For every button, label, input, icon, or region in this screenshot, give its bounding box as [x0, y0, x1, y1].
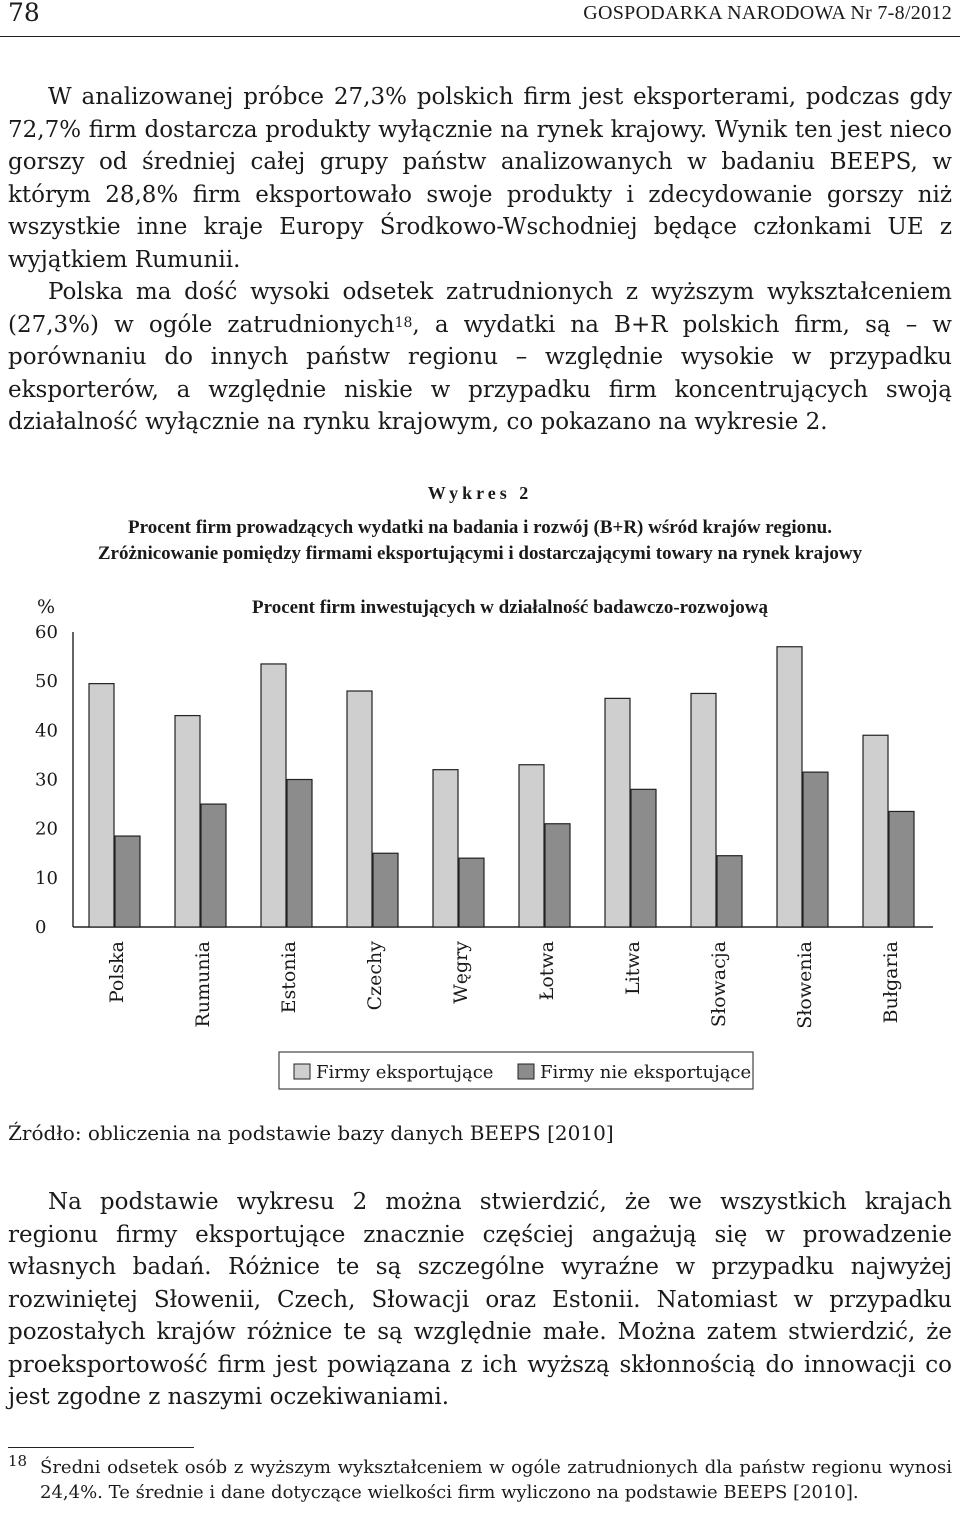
bar [201, 804, 226, 927]
bar [545, 824, 570, 927]
page-number: 78 [8, 0, 40, 27]
y-axis-unit: % [37, 596, 56, 618]
paragraph-1-text: W analizowanej próbce 27,3% polskich firm jest eksporterami, podczas gdy 72,7% firm dostarcza produkty wyłącznie na rynek krajowy. Wynik ten jest nieco gorszy od średniej całej grupy państw analizowanych w badaniu BEEPS, w którym 28,8% firm eksportowało swoje produkty i zdecydowanie gorszy niż wszystkie inne kraje Europy Środkowo-Wschodniej będące członkami UE z wyjątkiem Rumunii. [8, 84, 952, 273]
x-tick-label: Estonia [278, 941, 300, 1014]
bar [459, 858, 484, 927]
y-tick-label: 30 [35, 769, 58, 791]
legend-swatch [518, 1064, 534, 1079]
paragraph-1 [8, 81, 952, 276]
paragraph-2 [8, 276, 952, 439]
footnote-text: Średni odsetek osób z wyższym wykształceniem w ogóle zatrudnionych dla państw regionu wynosi 24,4%. Te średnie i dane dotyczące wielkości firm wyliczono na podstawie BEEPS [2010]. [40, 1457, 952, 1503]
footnote-ref[interactable]: 18 [394, 314, 413, 331]
x-tick-label: Słowenia [794, 941, 816, 1029]
y-tick-label: 20 [35, 818, 58, 840]
bar [433, 770, 458, 927]
page-header [0, 0, 960, 30]
bar [89, 684, 114, 927]
bar [863, 735, 888, 927]
bar [261, 664, 286, 927]
bar [803, 772, 828, 927]
x-tick-label: Słowacja [708, 941, 730, 1028]
y-tick-label: 50 [35, 671, 58, 693]
legend-label: Firmy nie eksportujące [540, 1062, 752, 1083]
figure-title-line-2: Zróżnicowanie pomiędzy firmami eksportującymi i dostarczającymi towary na rynek krajowy [97, 543, 863, 564]
bar [691, 693, 716, 927]
bar [287, 780, 312, 928]
bar [115, 836, 140, 927]
paragraph-3 [8, 1186, 952, 1414]
bar [631, 789, 656, 927]
figure-source: Źródło: obliczenia na podstawie bazy danych BEEPS [2010] [8, 1121, 614, 1145]
y-tick-label: 60 [35, 622, 58, 643]
figure-label: Wykres 2 [427, 483, 533, 503]
figure-title-line-1: Procent firm prowadzących wydatki na badania i rozwój (B+R) wśród krajów regionu. [128, 517, 832, 538]
bar-chart [0, 585, 960, 1095]
chart-title: Procent firm inwestujących w działalność badawczo-rozwojową [252, 597, 768, 618]
bar [175, 716, 200, 927]
bar [777, 647, 802, 927]
x-tick-label: Litwa [622, 941, 644, 995]
legend-label: Firmy eksportujące [316, 1062, 494, 1083]
paragraph-3-text: Na podstawie wykresu 2 można stwierdzić, że we wszystkich krajach regionu firmy eksportujące znacznie częściej angażują się w prowadzenie własnych badań. Różnice te są szczególne wyraźne w przypadku najwyżej rozwiniętej Słowenii, Czech, Słowacji oraz Estonii. Natomiast w przypadku pozostałych krajów różnice te są względnie małe. Można zatem stwierdzić, że proeksportowość firm jest powiązana z ich wyższą skłonnością do innowacji co jest zgodne z naszymi oczekiwaniami. [8, 1189, 952, 1410]
footnote-rule [8, 1447, 194, 1448]
bar [889, 811, 914, 927]
x-tick-label: Łotwa [536, 941, 558, 1001]
bar [347, 691, 372, 927]
paragraph-2-text-b: , a wydatki na B+R polskich firm, są – w porównaniu do innych państw regionu – względnie wysokie w przypadku eksporterów, a względnie niskie w przypadku firm koncentrujących swoją działalność wyłącznie na rynku krajowym, co pokazano na wykresie 2. [8, 311, 952, 435]
header-rule [0, 36, 960, 37]
y-tick-label: 40 [35, 720, 58, 742]
bar [605, 698, 630, 927]
x-tick-label: Polska [106, 941, 128, 1004]
legend-swatch [294, 1064, 310, 1079]
y-tick-label: 10 [35, 867, 58, 889]
x-tick-label: Węgry [450, 941, 472, 1004]
bar [519, 765, 544, 927]
footnote-number: 18 [8, 1452, 28, 1470]
bar [373, 853, 398, 927]
x-tick-label: Rumunia [192, 941, 214, 1028]
journal-title: GOSPODARKA NARODOWA Nr 7-8/2012 [583, 2, 952, 24]
x-tick-label: Czechy [364, 941, 386, 1011]
paragraph-2-text-a: Polska ma dość wysoki odsetek zatrudnionych z wyższym wykształceniem (27,3%) w ogóle zatrudnionych [8, 279, 952, 338]
bar [717, 856, 742, 927]
x-tick-label: Bułgaria [880, 941, 902, 1024]
y-tick-label: 0 [35, 917, 47, 938]
